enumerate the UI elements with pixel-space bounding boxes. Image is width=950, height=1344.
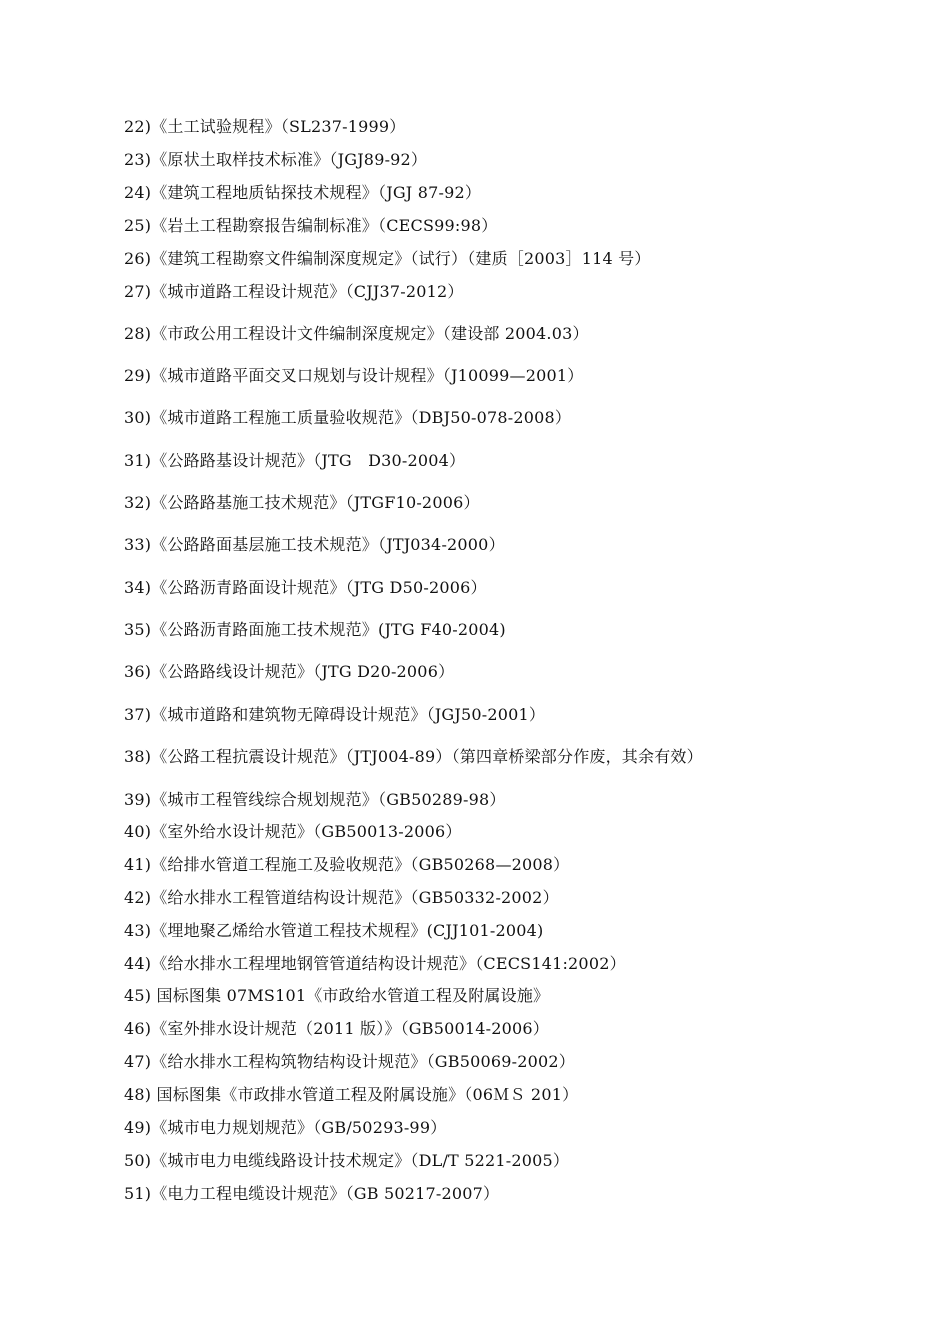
list-item: 32)《公路路基施工技术规范》（JTGF10-2006） <box>124 493 480 512</box>
list-item: 28)《市政公用工程设计文件编制深度规定》（建设部 2004.03） <box>124 324 589 343</box>
list-item: 41)《给排水管道工程施工及验收规范》（GB50268—2008） <box>124 855 570 874</box>
list-item: 49)《城市电力规划规范》（GB/50293-99） <box>124 1118 447 1137</box>
list-item: 51)《电力工程电缆设计规范》（GB 50217-2007） <box>124 1184 500 1203</box>
list-item: 47)《给水排水工程构筑物结构设计规范》（GB50069-2002） <box>124 1052 575 1071</box>
list-item: 44)《给水排水工程埋地钢管管道结构设计规范》（CECS141:2002） <box>124 954 626 973</box>
list-item: 50)《城市电力电缆线路设计技术规定》（DL/T 5221-2005） <box>124 1151 570 1170</box>
list-item: 34)《公路沥青路面设计规范》（JTG D50-2006） <box>124 578 487 597</box>
list-item: 37)《城市道路和建筑物无障碍设计规范》（JGJ50-2001） <box>124 705 546 724</box>
list-item: 27)《城市道路工程设计规范》（CJJ37-2012） <box>124 282 464 301</box>
list-item: 46)《室外排水设计规范（2011 版）》（GB50014-2006） <box>124 1019 549 1038</box>
list-item: 39)《城市工程管线综合规划规范》（GB50289-98） <box>124 790 506 809</box>
list-item: 43)《埋地聚乙烯给水管道工程技术规程》(CJJ101-2004) <box>124 921 544 940</box>
list-item: 24)《建筑工程地质钻探技术规程》（JGJ 87-92） <box>124 183 482 202</box>
list-item: 30)《城市道路工程施工质量验收规范》（DBJ50-078-2008） <box>124 408 572 427</box>
list-item: 35)《公路沥青路面施工技术规范》(JTG F40-2004) <box>124 620 506 639</box>
list-item: 29)《城市道路平面交叉口规划与设计规程》（J10099—2001） <box>124 366 584 385</box>
list-item: 38)《公路工程抗震设计规范》（JTJ004-89）（第四章桥梁部分作废，其余有效） <box>124 747 703 766</box>
list-item: 40)《室外给水设计规范》（GB50013-2006） <box>124 822 462 841</box>
list-item: 26)《建筑工程勘察文件编制深度规定》（试行）（建质［2003］114 号） <box>124 249 651 268</box>
list-item: 33)《公路路面基层施工技术规范》（JTJ034-2000） <box>124 535 505 554</box>
list-item: 45) 国标图集 07MS101《市政给水管道工程及附属设施》 <box>124 986 550 1005</box>
list-item: 42)《给水排水工程管道结构设计规范》（GB50332-2002） <box>124 888 559 907</box>
list-item: 22)《土工试验规程》（SL237-1999） <box>124 117 406 136</box>
list-item: 31)《公路路基设计规范》（JTG D30-2004） <box>124 451 466 470</box>
list-item: 25)《岩土工程勘察报告编制标准》（CECS99:98） <box>124 216 498 235</box>
list-item: 36)《公路路线设计规范》（JTG D20-2006） <box>124 662 455 681</box>
list-item: 23)《原状土取样技术标准》（JGJ89-92） <box>124 150 428 169</box>
list-item: 48) 国标图集《市政排水管道工程及附属设施》（06ＭＳ 201） <box>124 1085 579 1104</box>
